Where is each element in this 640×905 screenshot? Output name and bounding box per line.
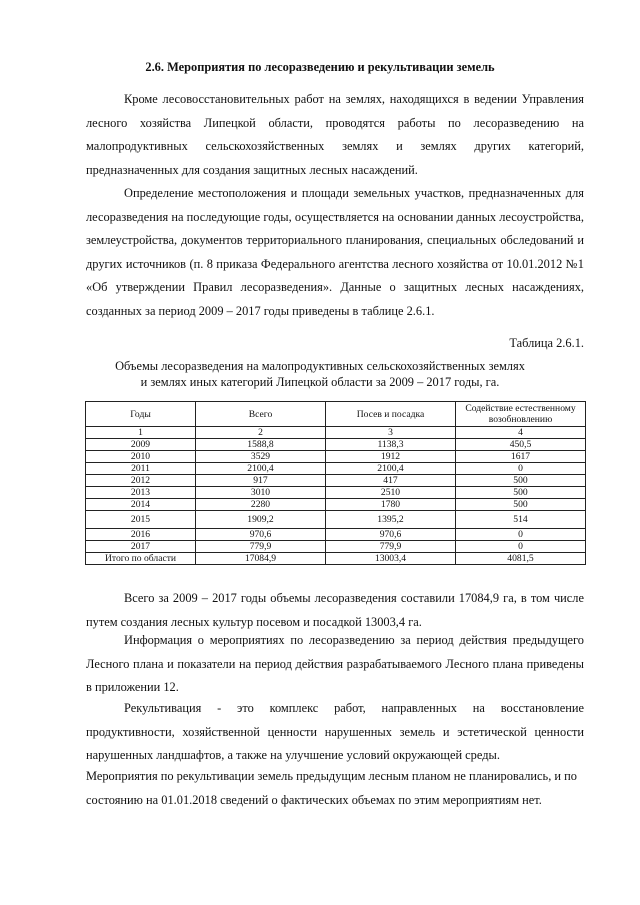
cell-sowing: 1138,3 <box>326 439 456 451</box>
cell-year: 2017 <box>86 541 196 553</box>
cell-sowing: 779,9 <box>326 541 456 553</box>
column-number: 2 <box>196 427 326 439</box>
cell-regeneration: 1617 <box>456 451 586 463</box>
cell-sowing: 417 <box>326 475 456 487</box>
cell-sowing: 1912 <box>326 451 456 463</box>
cell-total: 1909,2 <box>196 511 326 529</box>
table-row <box>86 475 586 487</box>
cell-sowing: 2100,4 <box>326 463 456 475</box>
cell-total-label: Итого по области <box>86 553 196 565</box>
column-number: 1 <box>86 427 196 439</box>
cell-total: 17084,9 <box>196 553 326 565</box>
cell-total: 2100,4 <box>196 463 326 475</box>
cell-year: 2011 <box>86 463 196 475</box>
table-row <box>86 451 586 463</box>
cell-regeneration: 0 <box>456 541 586 553</box>
afforestation-table <box>85 401 586 565</box>
table-row <box>86 511 586 529</box>
table-row <box>86 529 586 541</box>
cell-regeneration: 514 <box>456 511 586 529</box>
table-row <box>86 541 586 553</box>
table-total-row <box>86 553 586 565</box>
table-label: Таблица 2.6.1. <box>509 336 584 350</box>
table-row <box>86 487 586 499</box>
cell-regeneration: 500 <box>456 475 586 487</box>
cell-regeneration: 4081,5 <box>456 553 586 565</box>
header-years: Годы <box>86 402 196 427</box>
cell-year: 2016 <box>86 529 196 541</box>
cell-regeneration: 500 <box>456 487 586 499</box>
column-number: 3 <box>326 427 456 439</box>
table-row <box>86 499 586 511</box>
cell-total: 917 <box>196 475 326 487</box>
cell-year: 2009 <box>86 439 196 451</box>
table-caption <box>0 359 640 390</box>
cell-sowing: 970,6 <box>326 529 456 541</box>
paragraph-definition: Определение местоположения и площади земельных участков, предназначенных для лесоразведения на последующие годы, осуществляется на основании данных лесоустройства, землеустройства, документов территориального планирования, специальных обследований и других источников (п. 8 приказа Федерального агентства лесного хозяйства от 10.01.2012 №1 «Об утверждении Правил лесоразведения». Данные о защитных лесных насаждениях, созданных за период 2009 – 2017 годы приведены в таблице 2.6.1. <box>86 186 584 318</box>
cell-year: 2014 <box>86 499 196 511</box>
cell-total: 2280 <box>196 499 326 511</box>
cell-sowing: 1395,2 <box>326 511 456 529</box>
table-row <box>86 439 586 451</box>
paragraph-appendix-reference: Информация о мероприятиях по лесоразведению за период действия предыдущего Лесного плана и показатели на период действия разрабатываемого Лесного плана приведены в приложении 12. <box>86 633 584 695</box>
cell-year: 2012 <box>86 475 196 487</box>
header-total: Всего <box>196 402 326 427</box>
cell-sowing: 1780 <box>326 499 456 511</box>
cell-sowing: 13003,4 <box>326 553 456 565</box>
table-caption-line-2: и землях иных категорий Липецкой области за 2009 – 2017 годы, га. <box>140 374 500 389</box>
column-number: 4 <box>456 427 586 439</box>
paragraph-recultivation-definition: Рекультивация - это комплекс работ, направленных на восстановление продуктивности, хозяйственной ценности нарушенных земель и эстетической ценности нарушенных ландшафтов, а также на улучшение условий окружающей среды. <box>86 701 584 763</box>
cell-year: 2010 <box>86 451 196 463</box>
cell-year: 2013 <box>86 487 196 499</box>
table-row <box>86 463 586 475</box>
cell-total: 970,6 <box>196 529 326 541</box>
cell-regeneration: 500 <box>456 499 586 511</box>
cell-sowing: 2510 <box>326 487 456 499</box>
table-caption-line-1: Объемы лесоразведения на малопродуктивных сельскохозяйственных землях <box>115 359 525 373</box>
cell-total: 779,9 <box>196 541 326 553</box>
table-header-row <box>86 402 586 427</box>
cell-total: 3529 <box>196 451 326 463</box>
cell-regeneration: 450,5 <box>456 439 586 451</box>
header-sowing-planting: Посев и посадка <box>326 402 456 427</box>
cell-total: 1588,8 <box>196 439 326 451</box>
cell-regeneration: 0 <box>456 463 586 475</box>
table-column-numbers-row <box>86 427 586 439</box>
paragraph-recultivation-status: Мероприятия по рекультивации земель предыдущим лесным планом не планировались, и по состоянию на 01.01.2018 сведений о фактических объемах по этим мероприятиям нет. <box>86 769 577 807</box>
header-natural-regeneration: Содействие естественному возобновлению <box>456 402 586 427</box>
cell-regeneration: 0 <box>456 529 586 541</box>
section-heading: 2.6. Мероприятия по лесоразведению и рекультивации земель <box>145 60 495 74</box>
cell-total: 3010 <box>196 487 326 499</box>
paragraph-summary: Всего за 2009 – 2017 годы объемы лесоразведения составили 17084,9 га, в том числе путем создания лесных культур посевом и посадкой 13003,4 га. <box>86 591 584 629</box>
cell-year: 2015 <box>86 511 196 529</box>
paragraph-intro: Кроме лесовосстановительных работ на землях, находящихся в ведении Управления лесного хозяйства Липецкой области, проводятся работы по лесоразведению на малопродуктивных сельскохозяйственных землях и землях других категорий, предназначенных для создания защитных лесных насаждений. <box>86 92 584 177</box>
